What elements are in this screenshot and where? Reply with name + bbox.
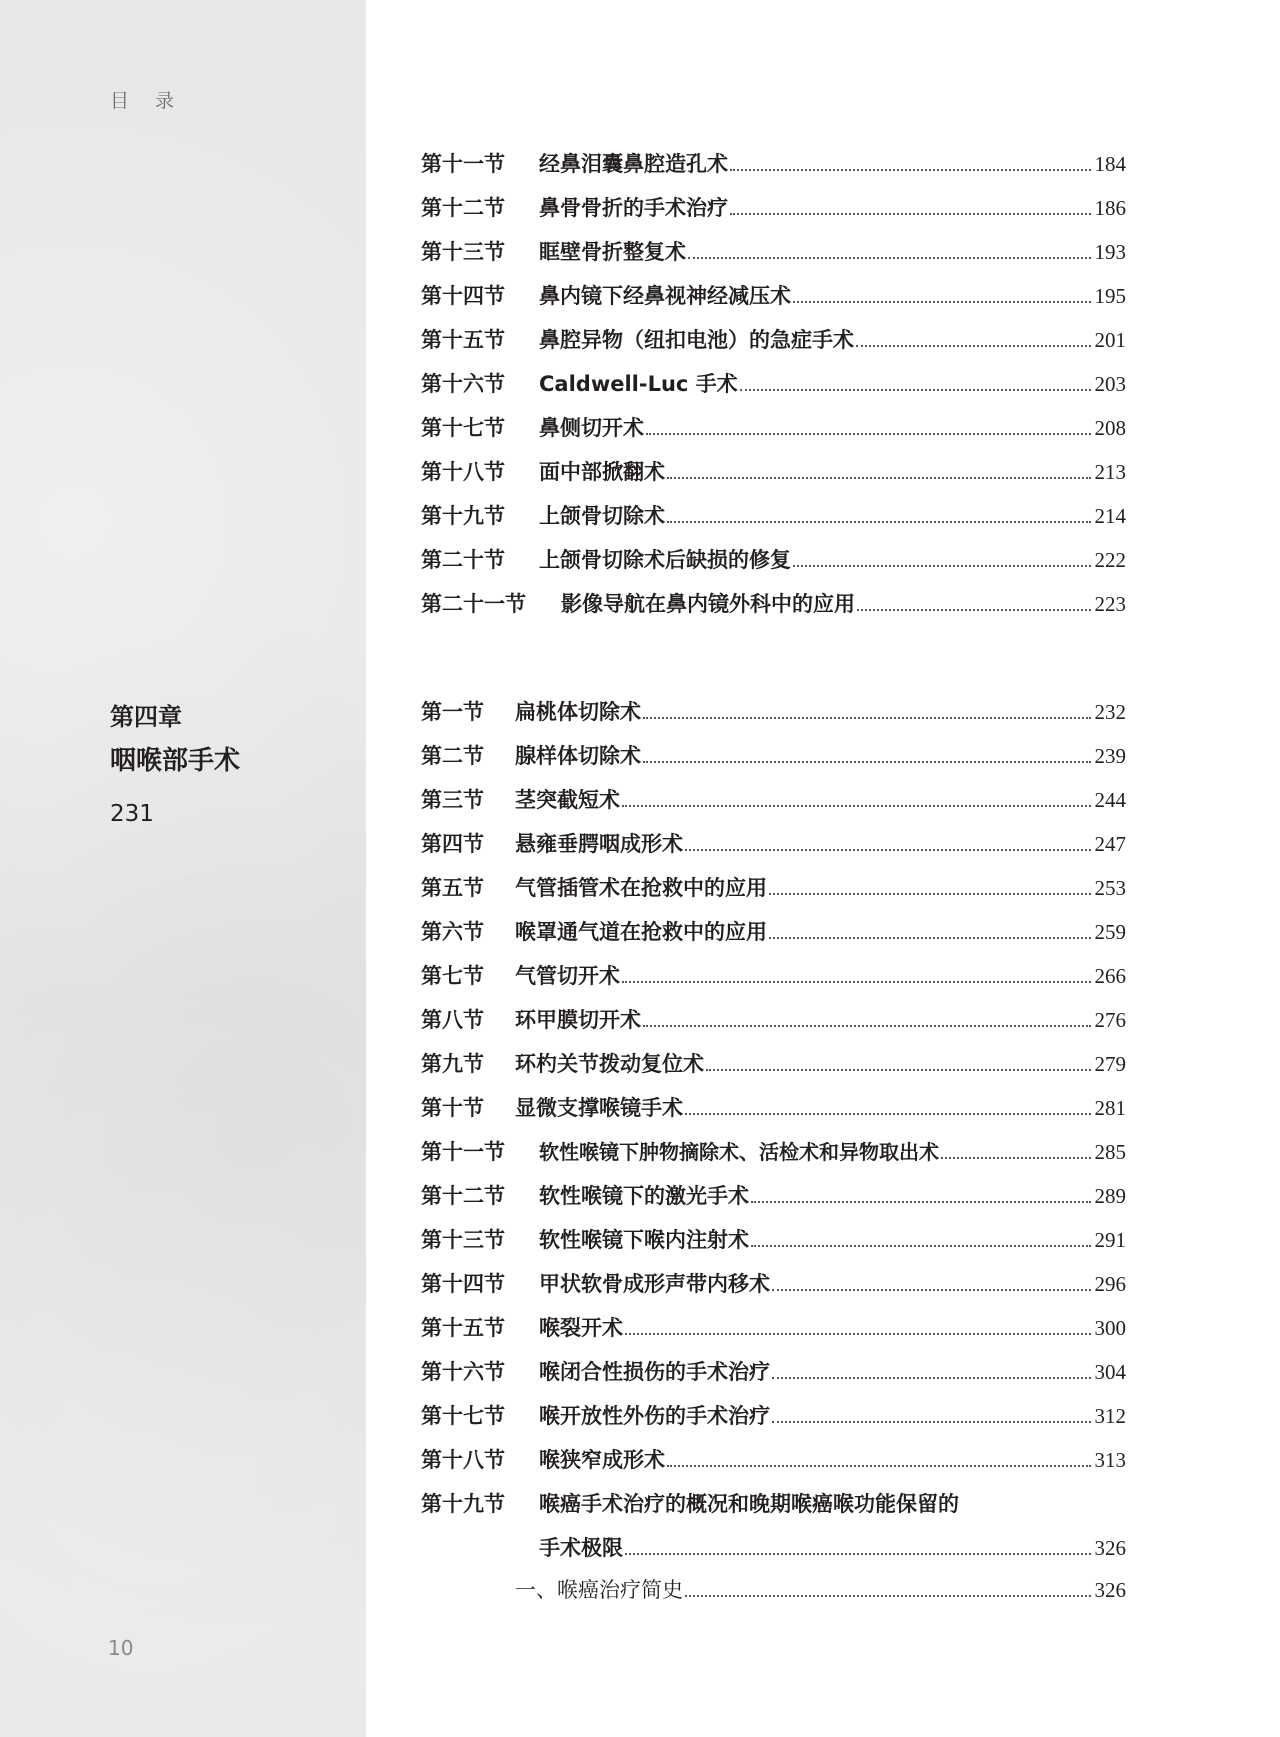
toc-page-number: 213 <box>1094 460 1126 484</box>
toc-entry[interactable] <box>421 1269 1126 1299</box>
dot-leader <box>769 937 1091 939</box>
dot-leader <box>740 389 1091 391</box>
toc-section-number: 第十六节 <box>421 372 505 396</box>
toc-entry-title: 茎突截短术 <box>515 788 620 812</box>
toc-entry[interactable] <box>421 829 1126 859</box>
toc-section-number: 第十五节 <box>421 328 505 352</box>
toc-page-number: 304 <box>1094 1360 1126 1384</box>
toc-entry[interactable] <box>421 193 1126 223</box>
chapter-title: 咽喉部手术 <box>110 746 241 776</box>
dot-leader <box>941 1157 1091 1159</box>
toc-entry-title: 软性喉镜下肿物摘除术、活检术和异物取出术 <box>539 1140 939 1164</box>
toc-page-number: 223 <box>1094 592 1126 616</box>
toc-subentry[interactable] <box>421 1575 1126 1605</box>
dot-leader <box>685 1113 1091 1115</box>
toc-entry[interactable] <box>421 413 1126 443</box>
toc-entry-title: 喉罩通气道在抢救中的应用 <box>515 920 767 944</box>
toc-section-number: 第十五节 <box>421 1316 505 1340</box>
dot-leader <box>646 433 1091 435</box>
toc-section-number: 第十二节 <box>421 1184 505 1208</box>
toc-section-number: 第十二节 <box>421 196 505 220</box>
toc-section-number: 第二节 <box>421 744 484 768</box>
toc-page-number: 326 <box>1094 1578 1126 1602</box>
dot-leader <box>730 213 1091 215</box>
toc-section-number: 第七节 <box>421 964 484 988</box>
toc-section-number: 第十九节 <box>421 1492 505 1516</box>
toc-page-number: 208 <box>1094 416 1126 440</box>
toc-page-number: 232 <box>1094 700 1126 724</box>
dot-leader <box>643 1025 1091 1027</box>
toc-entry[interactable] <box>421 589 1126 619</box>
toc-entry-title: 鼻侧切开术 <box>539 416 644 440</box>
toc-page-number: 201 <box>1094 328 1126 352</box>
dot-leader <box>769 893 1091 895</box>
toc-entry-title: 甲状软骨成形声带内移术 <box>539 1272 770 1296</box>
toc-page-number: 312 <box>1094 1404 1126 1428</box>
toc-entry-title: 喉开放性外伤的手术治疗 <box>539 1404 770 1428</box>
dot-leader <box>685 1595 1091 1597</box>
toc-entry[interactable] <box>421 457 1126 487</box>
toc-section-number: 第三节 <box>421 788 484 812</box>
toc-entry-title: 面中部掀翻术 <box>539 460 665 484</box>
dot-leader <box>667 521 1091 523</box>
toc-section-number: 第十八节 <box>421 1448 505 1472</box>
toc-entry-title: 鼻骨骨折的手术治疗 <box>539 196 728 220</box>
toc-page-number: 253 <box>1094 876 1126 900</box>
toc-section-number: 第十九节 <box>421 504 505 528</box>
dot-leader <box>857 609 1091 611</box>
toc-entry[interactable] <box>421 237 1126 267</box>
dot-leader <box>730 169 1091 171</box>
toc-entry-title: 眶壁骨折整复术 <box>539 240 686 264</box>
dot-leader <box>772 1421 1091 1423</box>
toc-section-number: 第五节 <box>421 876 484 900</box>
toc-section-number: 第十七节 <box>421 1404 505 1428</box>
toc-entry-title: 软性喉镜下喉内注射术 <box>539 1228 749 1252</box>
toc-entry-title: 上颌骨切除术后缺损的修复 <box>539 548 791 572</box>
toc-section-number: 第八节 <box>421 1008 484 1032</box>
toc-entry-title: 影像导航在鼻内镜外科中的应用 <box>561 592 855 616</box>
toc-page-number: 244 <box>1094 788 1126 812</box>
toc-entry-title: 喉狭窄成形术 <box>539 1448 665 1472</box>
toc-entry-title: 环杓关节拨动复位术 <box>515 1052 704 1076</box>
dot-leader <box>685 849 1091 851</box>
toc-section-number: 第十七节 <box>421 416 505 440</box>
toc-entry[interactable] <box>421 1005 1126 1035</box>
toc-section-number: 第二十节 <box>421 548 505 572</box>
toc-entry[interactable] <box>421 281 1126 311</box>
toc-section-number: 第十四节 <box>421 284 505 308</box>
toc-page-number: 222 <box>1094 548 1126 572</box>
page-number: 10 <box>108 1636 134 1660</box>
toc-entry[interactable] <box>421 1313 1126 1343</box>
dot-leader <box>856 345 1091 347</box>
toc-entry[interactable] <box>421 1137 1126 1167</box>
toc-entry[interactable] <box>421 961 1126 991</box>
chapter-page: 231 <box>110 801 154 827</box>
toc-entry[interactable] <box>421 741 1126 771</box>
toc-entry-title: 鼻内镜下经鼻视神经减压术 <box>539 284 791 308</box>
toc-entry[interactable] <box>421 785 1126 815</box>
toc-section-number: 第一节 <box>421 700 484 724</box>
toc-section-number: 第二十一节 <box>421 592 526 616</box>
toc-entry-title: 扁桃体切除术 <box>515 700 641 724</box>
dot-leader <box>622 981 1091 983</box>
toc-entry[interactable] <box>421 917 1126 947</box>
toc-entry-title: 悬雍垂腭咽成形术 <box>515 832 683 856</box>
toc-entry[interactable] <box>421 369 1126 399</box>
dot-leader <box>643 717 1091 719</box>
toc-section-number: 第十一节 <box>421 152 505 176</box>
toc-page-number: 186 <box>1094 196 1126 220</box>
toc-page-number: 184 <box>1094 152 1126 176</box>
dot-leader <box>793 301 1091 303</box>
toc-entry-title: 喉裂开术 <box>539 1316 623 1340</box>
toc-section-number: 第十三节 <box>421 1228 505 1252</box>
toc-entry-continuation[interactable] <box>421 1533 1126 1563</box>
toc-section-number: 第十一节 <box>421 1140 505 1164</box>
toc-page-number: 195 <box>1094 284 1126 308</box>
toc-entry-title: 经鼻泪囊鼻腔造孔术 <box>539 152 728 176</box>
toc-entry[interactable] <box>421 1049 1126 1079</box>
toc-entry[interactable] <box>421 1093 1126 1123</box>
dot-leader <box>667 477 1091 479</box>
toc-page-number: 266 <box>1094 964 1126 988</box>
dot-leader <box>622 805 1091 807</box>
toc-page-number: 281 <box>1094 1096 1126 1120</box>
toc-entry-title: 腺样体切除术 <box>515 744 641 768</box>
toc-page-number: 203 <box>1094 372 1126 396</box>
toc-page-number: 313 <box>1094 1448 1126 1472</box>
toc-page-number: 291 <box>1094 1228 1126 1252</box>
toc-entry-title: 喉闭合性损伤的手术治疗 <box>539 1360 770 1384</box>
toc-section-number: 第九节 <box>421 1052 484 1076</box>
toc-section-number: 第十六节 <box>421 1360 505 1384</box>
dot-leader <box>625 1553 1091 1555</box>
toc-section-number: 第十四节 <box>421 1272 505 1296</box>
toc-entry-title: 显微支撑喉镜手术 <box>515 1096 683 1120</box>
toc-entry[interactable] <box>421 1445 1126 1475</box>
toc-section-number: 第四节 <box>421 832 484 856</box>
toc-entry[interactable] <box>421 149 1126 179</box>
toc-page-number: 285 <box>1094 1140 1126 1164</box>
dot-leader <box>625 1333 1091 1335</box>
toc-entry-title-line2: 手术极限 <box>539 1536 623 1560</box>
toc-page-number: 247 <box>1094 832 1126 856</box>
dot-leader <box>667 1465 1091 1467</box>
sidebar-panel <box>0 0 366 1737</box>
toc-entry[interactable] <box>421 1181 1126 1211</box>
toc-entry-title: Caldwell-Luc 手术 <box>539 372 738 396</box>
toc-entry-title: 环甲膜切开术 <box>515 1008 641 1032</box>
toc-section-number: 第十三节 <box>421 240 505 264</box>
toc-page-number: 279 <box>1094 1052 1126 1076</box>
toc-page-number: 296 <box>1094 1272 1126 1296</box>
dot-leader <box>772 1377 1091 1379</box>
dot-leader <box>751 1245 1091 1247</box>
toc-page-number: 326 <box>1094 1536 1126 1560</box>
toc-entry-title: 软性喉镜下的激光手术 <box>539 1184 749 1208</box>
toc-entry[interactable] <box>421 697 1126 727</box>
toc-section-number: 第六节 <box>421 920 484 944</box>
toc-page-number: 259 <box>1094 920 1126 944</box>
toc-entry-title: 气管切开术 <box>515 964 620 988</box>
dot-leader <box>751 1201 1091 1203</box>
toc-page-number: 276 <box>1094 1008 1126 1032</box>
toc-entry[interactable] <box>421 545 1126 575</box>
dot-leader <box>772 1289 1091 1291</box>
toc-page-number: 193 <box>1094 240 1126 264</box>
toc-page-number: 289 <box>1094 1184 1126 1208</box>
dot-leader <box>688 257 1091 259</box>
dot-leader <box>706 1069 1091 1071</box>
toc-entry[interactable] <box>421 325 1126 355</box>
toc-section-number: 第十八节 <box>421 460 505 484</box>
toc-section-number: 第十节 <box>421 1096 484 1120</box>
toc-entry-title: 气管插管术在抢救中的应用 <box>515 876 767 900</box>
toc-entry-title-line1: 喉癌手术治疗的概况和晚期喉癌喉功能保留的 <box>539 1492 959 1516</box>
toc-entry-multiline[interactable] <box>421 1489 1126 1519</box>
toc-entry[interactable] <box>421 501 1126 531</box>
toc-subentry-title: 一、喉癌治疗简史 <box>515 1578 683 1602</box>
chapter-number: 第四章 <box>110 703 182 731</box>
toc-page-number: 214 <box>1094 504 1126 528</box>
toc-entry-title: 上颌骨切除术 <box>539 504 665 528</box>
toc-entry[interactable] <box>421 1357 1126 1387</box>
dot-leader <box>643 761 1091 763</box>
running-head: 目 录 <box>110 90 185 112</box>
toc-entry[interactable] <box>421 873 1126 903</box>
toc-entry[interactable] <box>421 1401 1126 1431</box>
toc-entry[interactable] <box>421 1225 1126 1255</box>
toc-page-number: 300 <box>1094 1316 1126 1340</box>
toc-entry-title: 鼻腔异物（纽扣电池）的急症手术 <box>539 328 854 352</box>
dot-leader <box>793 565 1091 567</box>
toc-page-number: 239 <box>1094 744 1126 768</box>
